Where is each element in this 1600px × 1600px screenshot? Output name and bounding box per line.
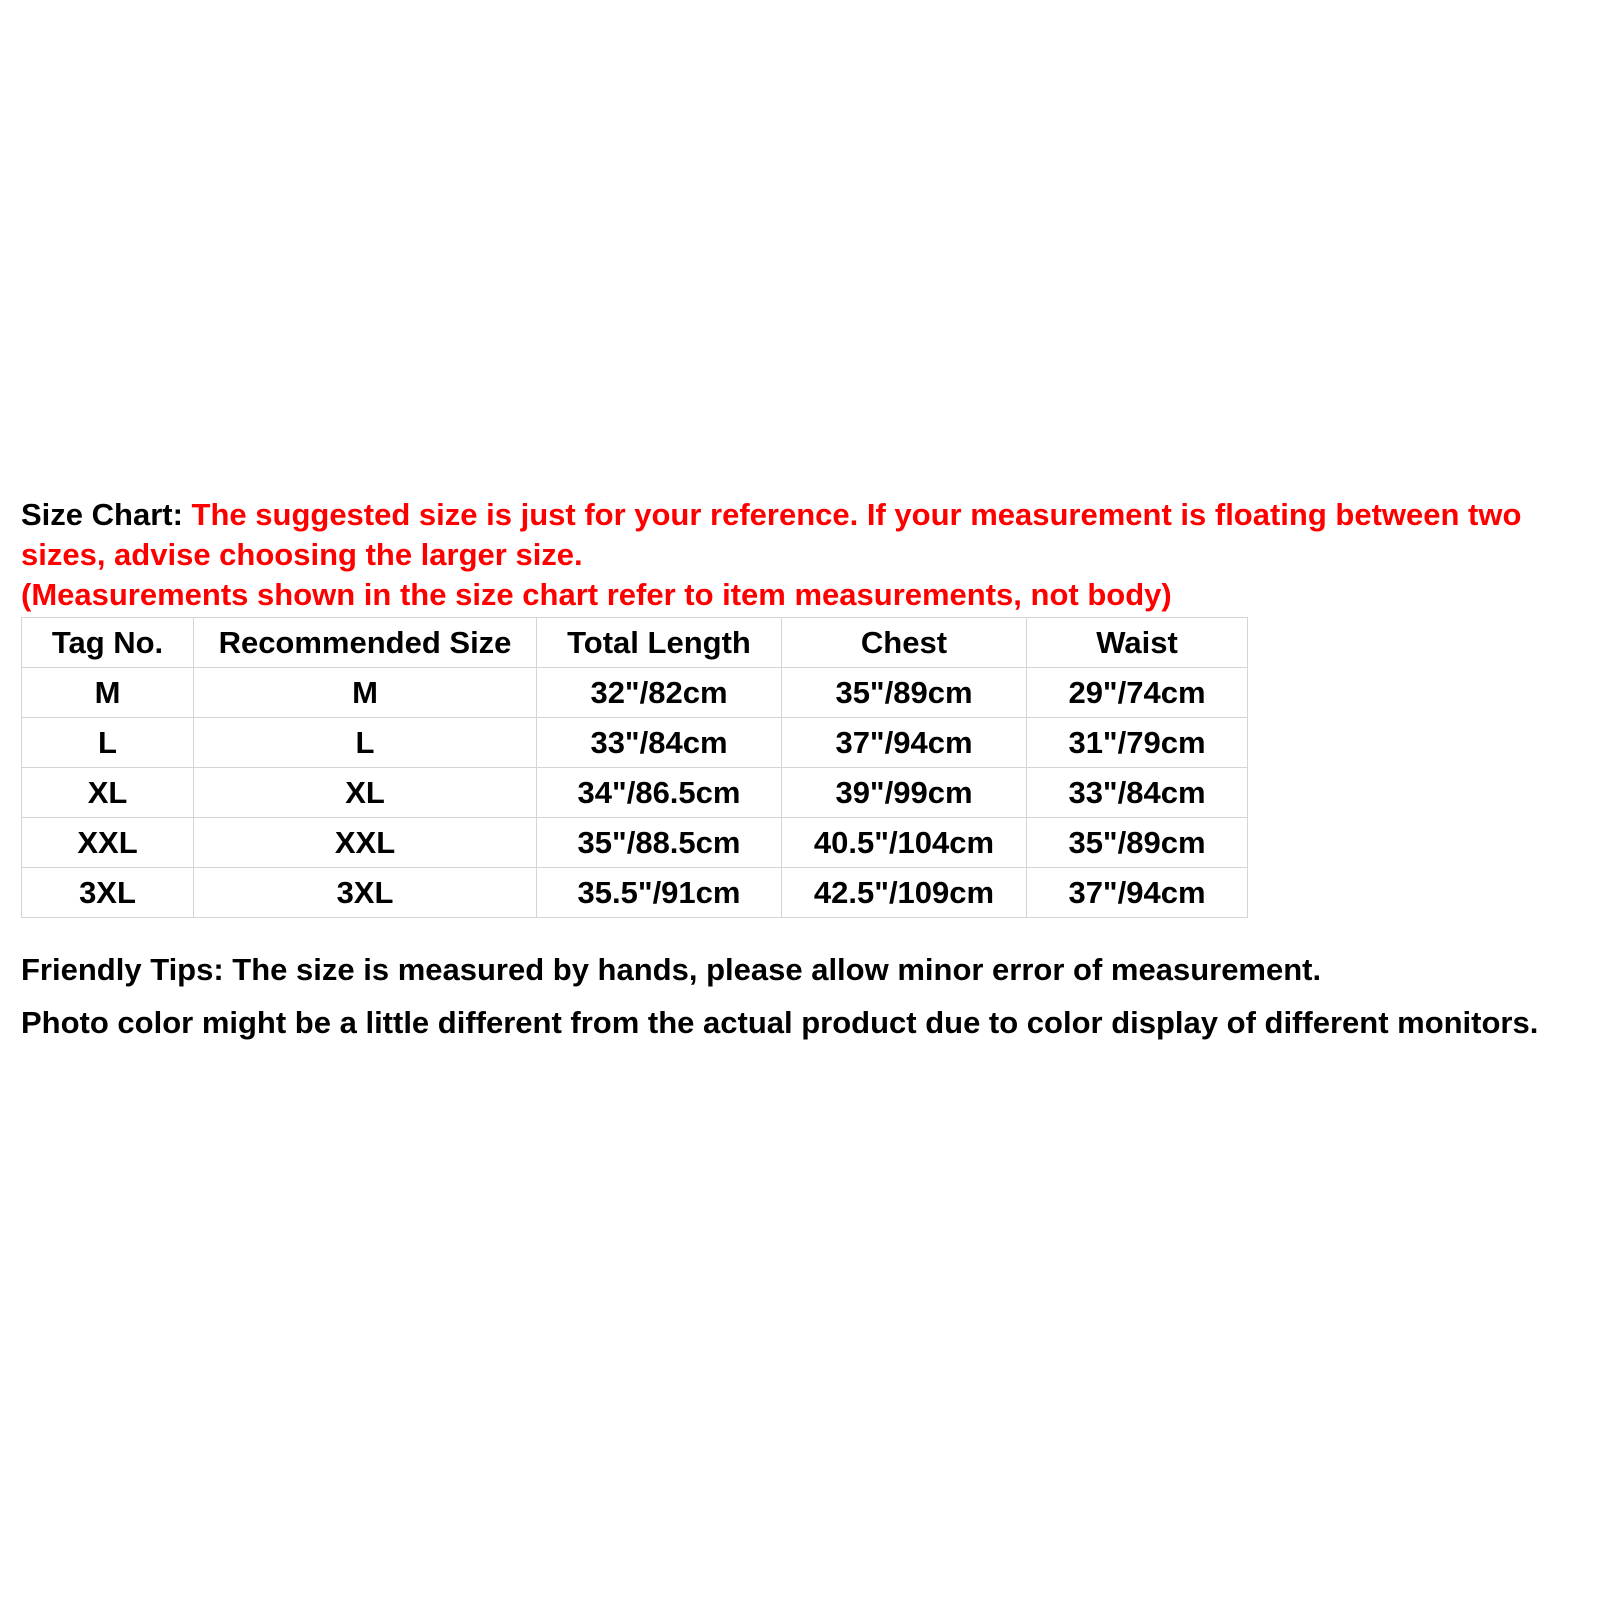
size-chart-label: Size Chart: [21,497,183,532]
cell-total-length: 34"/86.5cm [537,768,782,818]
table-row [22,668,1248,718]
size-notice: The suggested size is just for your reference. If your measurement is floating between two sizes, advise choosing the larger size. [21,497,1522,572]
cell-tag-no: XL [22,768,194,818]
cell-recommended-size: XXL [194,818,537,868]
header-recommended-size: Recommended Size [194,618,537,668]
friendly-tips: Friendly Tips: The size is measured by hands, please allow minor error of measurement. [21,952,1322,987]
header-waist: Waist [1027,618,1248,668]
cell-tag-no: XXL [22,818,194,868]
header-total-length: Total Length [537,618,782,668]
cell-recommended-size: M [194,668,537,718]
photo-color-note: Photo color might be a little different from the actual product due to color display of different monitors. [21,1005,1539,1040]
table-row [22,768,1248,818]
table-row [22,718,1248,768]
header-chest: Chest [782,618,1027,668]
cell-chest: 35"/89cm [782,668,1027,718]
table-header-row [22,618,1248,668]
size-table [21,617,1248,918]
cell-waist: 37"/94cm [1027,868,1248,918]
measurement-note: (Measurements shown in the size chart refer to item measurements, not body) [21,577,1172,612]
cell-total-length: 33"/84cm [537,718,782,768]
cell-total-length: 35.5"/91cm [537,868,782,918]
cell-recommended-size: 3XL [194,868,537,918]
cell-chest: 37"/94cm [782,718,1027,768]
size-chart-intro [21,495,1581,615]
cell-tag-no: M [22,668,194,718]
cell-waist: 31"/79cm [1027,718,1248,768]
cell-chest: 42.5"/109cm [782,868,1027,918]
cell-recommended-size: L [194,718,537,768]
table-row [22,868,1248,918]
cell-waist: 29"/74cm [1027,668,1248,718]
table-row [22,818,1248,868]
header-tag-no: Tag No. [22,618,194,668]
cell-total-length: 35"/88.5cm [537,818,782,868]
cell-recommended-size: XL [194,768,537,818]
cell-waist: 35"/89cm [1027,818,1248,868]
cell-total-length: 32"/82cm [537,668,782,718]
cell-chest: 39"/99cm [782,768,1027,818]
cell-chest: 40.5"/104cm [782,818,1027,868]
cell-tag-no: L [22,718,194,768]
cell-tag-no: 3XL [22,868,194,918]
cell-waist: 33"/84cm [1027,768,1248,818]
